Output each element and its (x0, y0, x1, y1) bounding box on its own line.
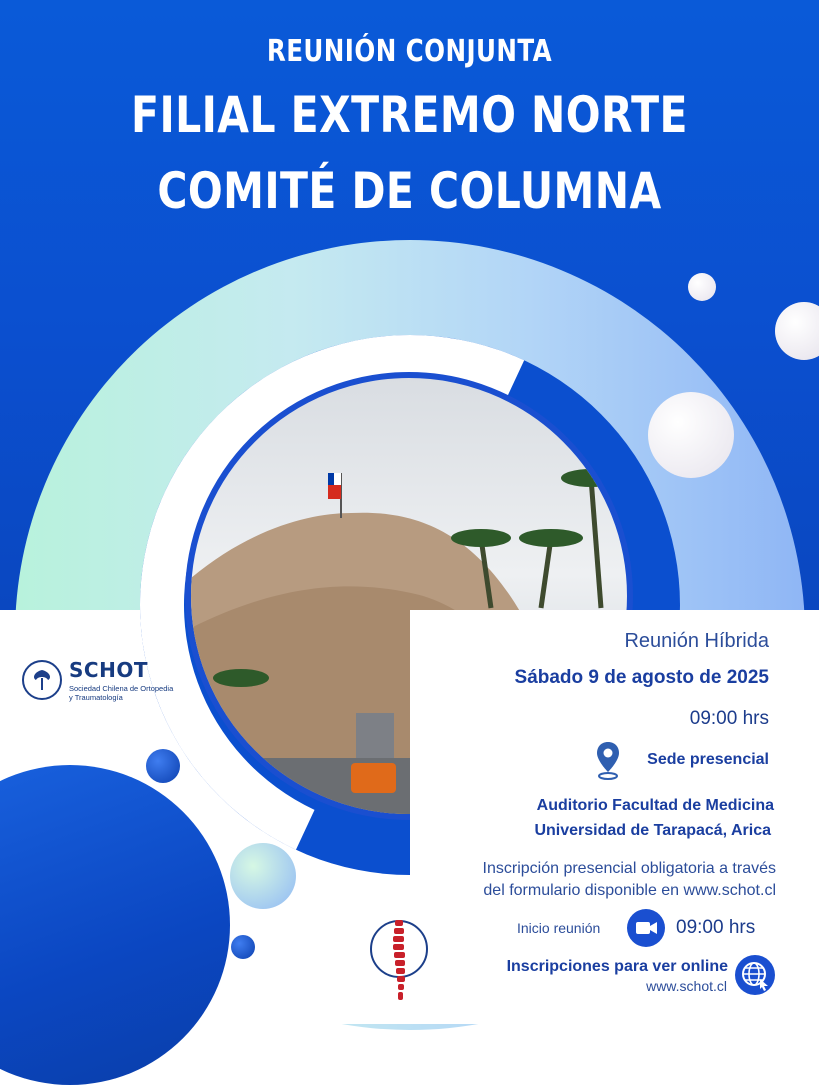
globe-icon (735, 955, 775, 995)
online-registration-label: Inscripciones para ver online (506, 958, 728, 975)
event-date: Sábado 9 de agosto de 2025 (514, 667, 769, 688)
meeting-start-label: Inicio reunión (517, 920, 601, 936)
registration-note-line1: Inscripción presencial obligatoria a través (482, 860, 776, 877)
decorative-bubble (230, 843, 296, 909)
modality-text: Reunión Híbrida (624, 630, 769, 652)
event-type-heading: REUNIÓN CONJUNTA (266, 34, 553, 69)
meeting-start-time: 09:00 hrs (676, 917, 756, 938)
decorative-bubble (688, 273, 716, 301)
website-link[interactable]: www.schot.cl (646, 978, 727, 994)
event-title-line1: FILIAL EXTREMO NORTE (131, 86, 688, 144)
event-time: 09:00 hrs (689, 708, 769, 729)
registration-note-line2: del formulario disponible en www.schot.cl (483, 882, 776, 899)
decorative-bubble (648, 392, 734, 478)
venue-line1: Auditorio Facultad de Medicina (536, 797, 774, 814)
venue-line2: Universidad de Tarapacá, Arica (534, 822, 771, 839)
decorative-bubble (231, 935, 255, 959)
video-camera-icon (627, 909, 665, 947)
logo-subtitle: Sociedad Chilena de Ortopedia y Traumatología (69, 684, 174, 702)
event-title-line2: COMITÉ DE COLUMNA (157, 162, 662, 220)
location-pin-icon (595, 740, 621, 780)
spine-committee-logo-icon (366, 914, 432, 1004)
logo-title: SCHOT (69, 658, 148, 682)
venue-label: Sede presencial (647, 751, 769, 768)
schot-logo (22, 658, 182, 708)
schot-logo-icon (22, 660, 62, 700)
decorative-bubble (146, 749, 180, 783)
